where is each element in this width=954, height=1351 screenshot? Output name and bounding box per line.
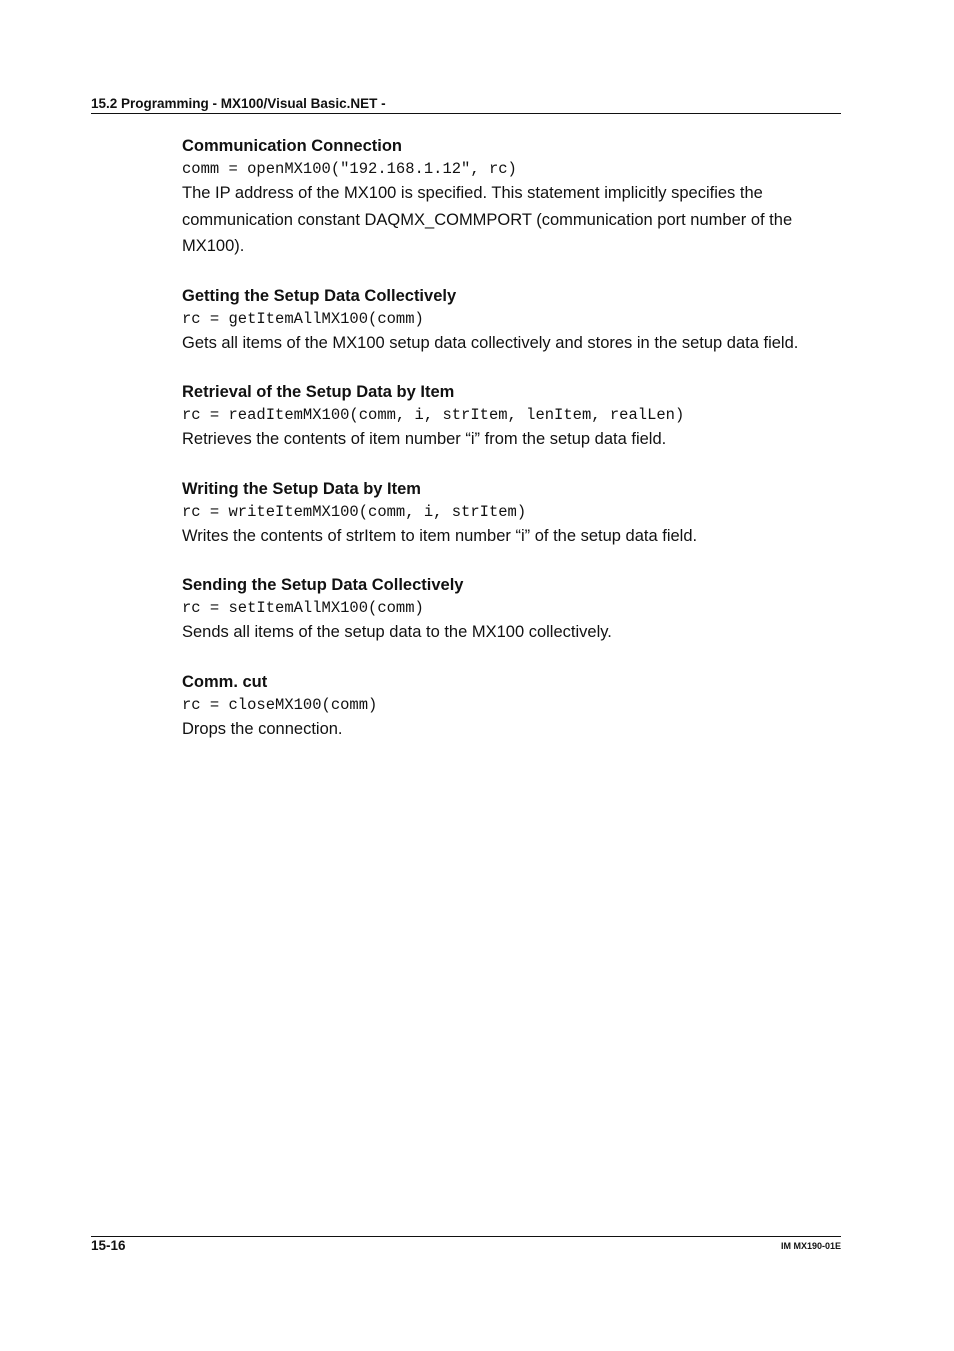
section-get-setup-data xyxy=(182,284,847,357)
section-description: Drops the connection. xyxy=(182,719,343,738)
section-header-title: 15.2 Programming - MX100/Visual Basic.NET - xyxy=(91,96,386,111)
section-description: Gets all items of the MX100 setup data collectively and stores in the setup data field. xyxy=(182,333,799,352)
section-description: Sends all items of the setup data to the MX100 collectively. xyxy=(182,623,612,641)
section-write-setup-item xyxy=(182,477,847,550)
code-statement: rc = setItemAllMX100(comm) xyxy=(182,599,424,617)
section-heading: Comm. cut xyxy=(182,672,268,691)
code-statement: comm = openMX100("192.168.1.12", rc) xyxy=(182,160,517,178)
section-comm-cut xyxy=(182,670,847,743)
section-heading: Communication Connection xyxy=(182,137,402,155)
section-heading: Getting the Setup Data Collectively xyxy=(182,286,457,305)
section-read-setup-item xyxy=(182,380,847,453)
section-heading: Sending the Setup Data Collectively xyxy=(182,576,464,594)
section-description: Retrieves the contents of item number “i” from the setup data field. xyxy=(182,430,667,448)
section-communication-connection xyxy=(182,134,847,260)
code-statement: rc = readItemMX100(comm, i, strItem, lenItem, realLen) xyxy=(182,406,685,424)
footer-rule xyxy=(91,1236,841,1237)
page-number: 15-16 xyxy=(91,1238,126,1253)
header-rule xyxy=(91,113,841,114)
section-send-setup-data xyxy=(182,573,847,646)
section-description: Writes the contents of strItem to item number “i” of the setup data field. xyxy=(182,526,698,545)
document-id: IM MX190-01E xyxy=(780,1241,841,1251)
page-content xyxy=(182,134,847,766)
section-description: The IP address of the MX100 is specified. This statement implicitly specifies the communication constant DAQMX_COMMPORT (communication port number of the MX100). xyxy=(182,184,793,255)
code-statement: rc = writeItemMX100(comm, i, strItem) xyxy=(182,502,527,521)
code-statement: rc = closeMX100(comm) xyxy=(182,695,378,714)
section-heading: Retrieval of the Setup Data by Item xyxy=(182,383,455,401)
section-heading: Writing the Setup Data by Item xyxy=(182,479,421,498)
code-statement: rc = getItemAllMX100(comm) xyxy=(182,309,424,328)
